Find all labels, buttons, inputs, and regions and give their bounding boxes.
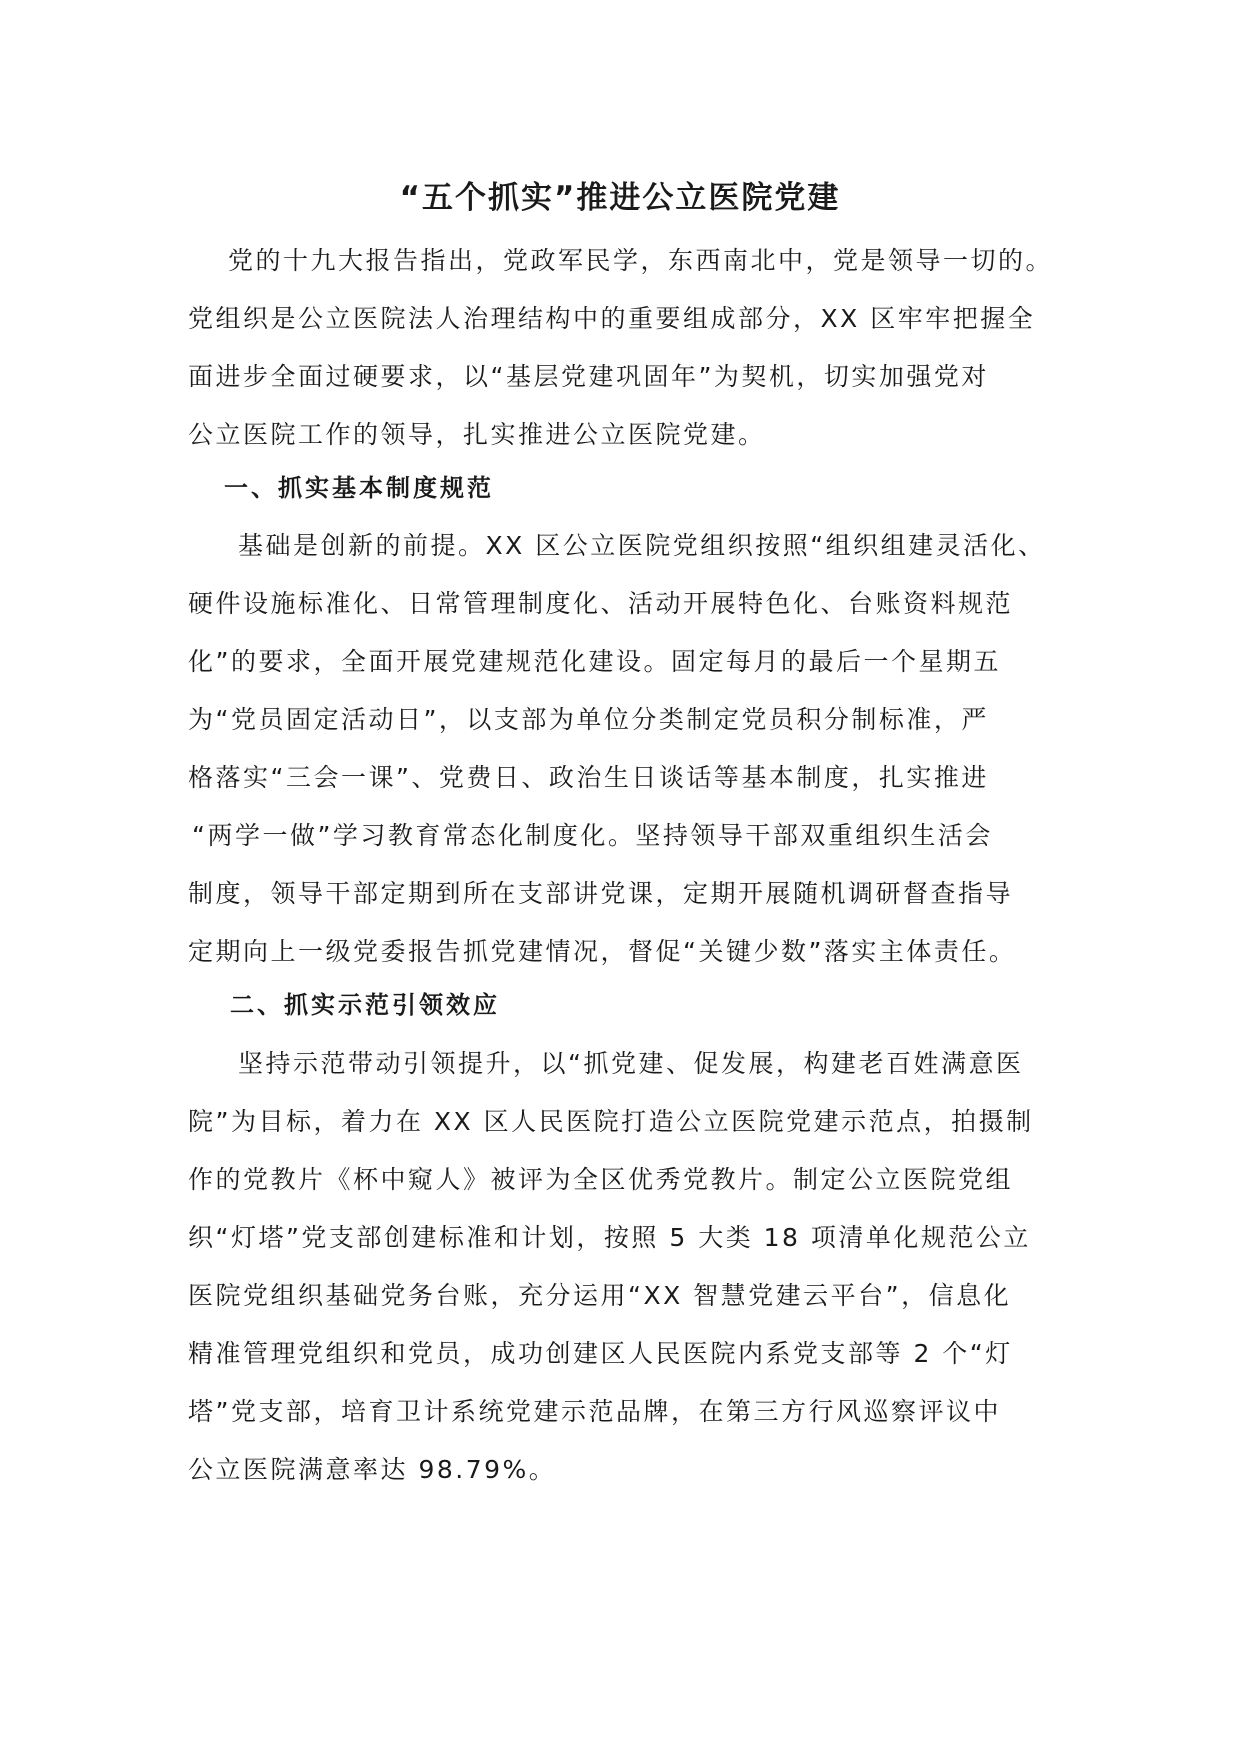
intro-line-2: 党组织是公立医院法人治理结构中的重要组成部分，XX 区牢牢把握全	[188, 304, 1036, 333]
section-1-line-4: 为“党员固定活动日”，以支部为单位分类制定党员积分制标准，严	[188, 705, 989, 734]
section-2-line-6: 精准管理党组织和党员，成功创建区人民医院内系党支部等 2 个“灯	[188, 1339, 1013, 1368]
section-2-line-7: 塔”党支部，培育卫计系统党建示范品牌，在第三方行风巡察评议中	[188, 1397, 1001, 1426]
section-1-line-6: “两学一做”学习教育常态化制度化。坚持领导干部双重组织生活会	[192, 821, 993, 850]
intro-line-3: 面进步全面过硬要求，以“基层党建巩固年”为契机，切实加强党对	[188, 362, 989, 391]
section-2-line-8: 公立医院满意率达 98.79%。	[188, 1455, 557, 1484]
section-1-heading: 一、抓实基本制度规范	[224, 474, 494, 502]
section-2-heading: 二、抓实示范引领效应	[230, 991, 500, 1019]
section-1-line-8: 定期向上一级党委报告抓党建情况，督促“关键少数”落实主体责任。	[188, 937, 1017, 966]
section-2-line-5: 医院党组织基础党务台账，充分运用“XX 智慧党建云平台”，信息化	[188, 1281, 1012, 1310]
section-2-line-3: 作的党教片《杯中窥人》被评为全区优秀党教片。制定公立医院党组	[188, 1165, 1014, 1194]
section-1-line-3: 化”的要求，全面开展党建规范化建设。固定每月的最后一个星期五	[188, 647, 1001, 676]
intro-line-4: 公立医院工作的领导，扎实推进公立医院党建。	[188, 420, 766, 449]
section-1-line-1: 基础是创新的前提。XX 区公立医院党组织按照“组织组建灵活化、	[238, 531, 1046, 560]
section-2-line-1: 坚持示范带动引领提升，以“抓党建、促发展，构建老百姓满意医	[238, 1049, 1024, 1078]
section-1-line-2: 硬件设施标准化、日常管理制度化、活动开展特色化、台账资料规范	[188, 589, 1014, 618]
section-1-line-5: 格落实“三会一课”、党费日、政治生日谈话等基本制度，扎实推进	[188, 763, 989, 792]
document-title: “五个抓实”推进公立医院党建	[399, 180, 841, 216]
section-2-line-4: 织“灯塔”党支部创建标准和计划，按照 5 大类 18 项清单化规范公立	[188, 1223, 1031, 1252]
section-2-line-2: 院”为目标，着力在 XX 区人民医院打造公立医院党建示范点，拍摄制	[188, 1107, 1034, 1136]
intro-line-1: 党的十九大报告指出，党政军民学，东西南北中，党是领导一切的。	[228, 246, 1054, 275]
section-1-line-7: 制度，领导干部定期到所在支部讲党课，定期开展随机调研督查指导	[188, 879, 1014, 908]
